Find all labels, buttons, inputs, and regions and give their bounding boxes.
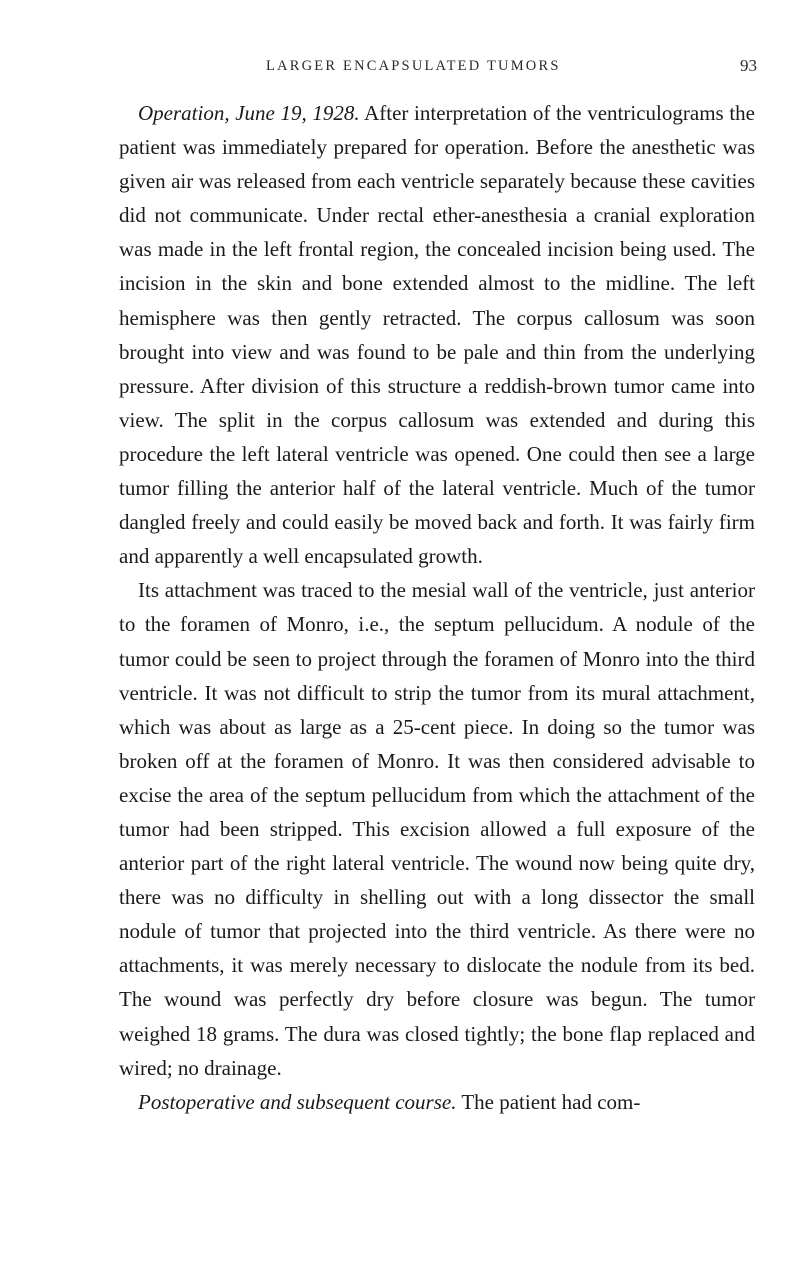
paragraph-postoperative <box>119 1085 755 1119</box>
paragraph-attachment <box>119 573 755 1084</box>
paragraph-lead-postoperative: Postoperative and subsequent course. <box>138 1089 457 1114</box>
paragraph-text-attachment: Its attachment was traced to the mesial wall of the ventricle, just anterior to the foramen of Monro, i.e., the septum pellucidum. A nodule of the tumor could be seen to project through the foramen of Monro into the third ventricle. It was not difficult to strip the tumor from its mural attachment, which was about as large as a 25-cent piece. In doing so the tumor was broken off at the foramen of Monro. It was then considered advisable to excise the area of the septum pellucidum from which the attachment of the tumor had been stripped. This excision allowed a full exposure of the anterior part of the right lateral ventricle. The wound now being quite dry, there was no difficulty in shelling out with a long dissector the small nodule of tumor that projected into the third ventricle. As there were no attachments, it was merely necessary to dislocate the nodule from its bed. The wound was perfectly dry before closure was begun. The tumor weighed 18 grams. The dura was closed tightly; the bone flap replaced and wired; no drainage. <box>119 578 755 1080</box>
paragraph-lead-operation: Operation, June 19, 1928. <box>138 101 360 125</box>
page-number: 93 <box>740 56 757 75</box>
body-text <box>119 96 755 1119</box>
paragraph-operation <box>119 96 755 573</box>
running-head: LARGER ENCAPSULATED TUMORS <box>266 58 561 74</box>
paragraph-text-operation: After interpretation of the ventriculograms the patient was immediately prepared for operation. Before the anesthetic was given air was released from each ventricle separately because these cavities did not communicate. Under rectal ether-anesthesia a cranial exploration was made in the left frontal region, the concealed incision being used. The incision in the skin and bone extended almost to the midline. The left hemisphere was then gently retracted. The corpus callosum was soon brought into view and was found to be pale and thin from the underlying pressure. After division of this structure a reddish-brown tumor came into view. The split in the corpus callosum was extended and during this procedure the left lateral ventricle was opened. One could then see a large tumor filling the anterior half of the lateral ventricle. Much of the tumor dangled freely and could easily be moved back and forth. It was fairly firm and apparently a well encapsulated growth. <box>119 101 755 569</box>
paragraph-text-postoperative: The patient had com- <box>456 1089 641 1114</box>
